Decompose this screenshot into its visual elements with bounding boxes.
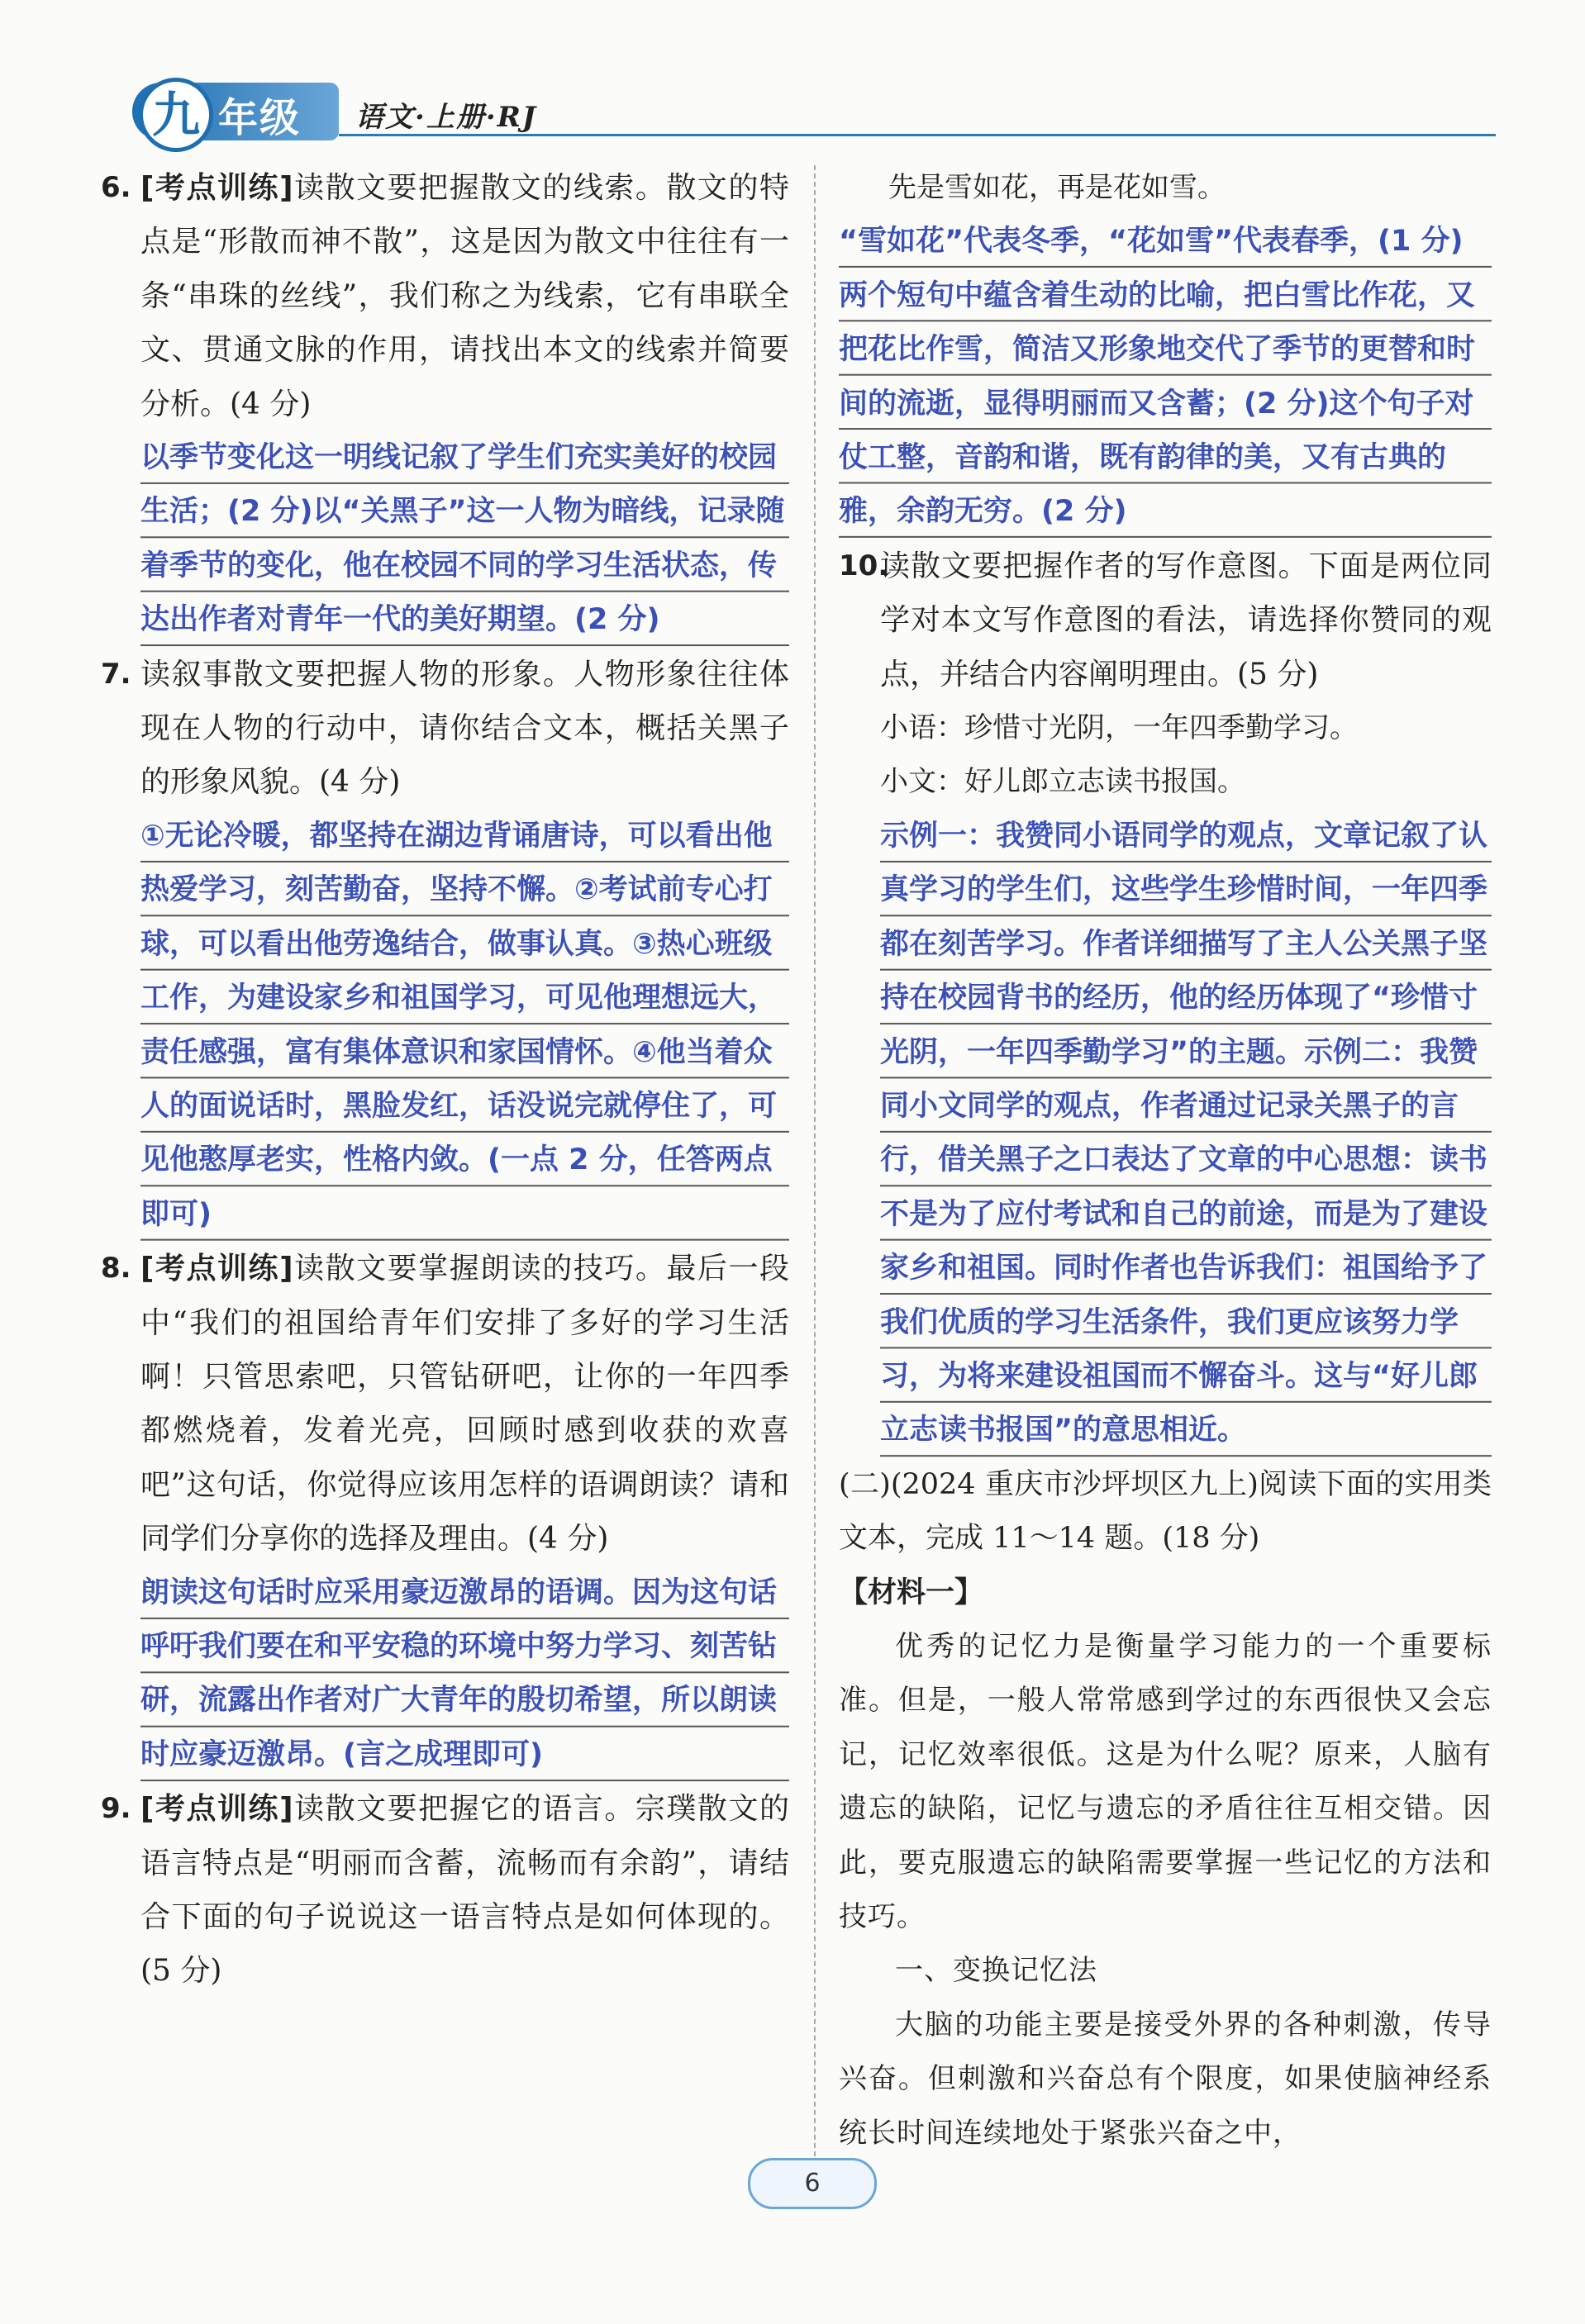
q9-answer-text: “雪如花”代表冬季，“花如雪”代表春季，(1 分)两个短句中蕴含着生动的比喻，把白雪比作花，又把花比作雪，简洁又形象地交代了季节的更替和时间的流逝，显得明丽而又含蓄；(2 分)这个句子对仗工整，音韵和谐，既有韵律的美，又有古典的雅，余韵无穷。(2 分) [839, 215, 1492, 539]
question-stem: 读散文要把握作者的写作意图。下面是两位同学对本文写作意图的看法，请选择你赞同的观点，并结合内容阐明理由。(5 分) [880, 549, 1492, 691]
question-tag: [考点训练] [140, 171, 293, 205]
opinion-xiaoyu: 小语：珍惜寸光阴，一年四季勤学习。 [880, 711, 1358, 745]
answer-text: 示例一：我赞同小语同学的观点，文章记叙了认真学习的学生们，这些学生珍惜时间，一年四季都在刻苦学习。作者详细描写了主人公关黑子坚持在校园背书的经历，他的经历体现了“珍惜寸光阴，一年四季勤学习”的主题。示例二：我赞同小文同学的观点，作者通过记录关黑子的言行，借关黑子之口表达了文章的中心思想：读书不是为了应付考试和自己的前途，而是为了建设家乡和祖国。同时作者也告诉我们：祖国给予了我们优质的学习生活条件，我们更应该努力学习，为将来建设祖国而不懈奋斗。这与“好儿郎立志读书报国”的意思相近。 [880, 810, 1492, 1458]
answer-text: 以季节变化这一明线记叙了学生们充实美好的校园生活；(2 分)以“关黑子”这一人物为暗线，记录随着季节的变化，他在校园不同的学习生活状态，传达出作者对青年一代的美好期望。(2 分) [140, 431, 789, 648]
column-divider [814, 165, 816, 2156]
answer-text: 朗读这句话时应采用豪迈激昂的语调。因为这句话呼吁我们要在和平安稳的环境中努力学习、刻苦钻研，流露出作者对广大青年的殷切希望，所以朗读时应豪迈激昂。(言之成理即可) [140, 1566, 789, 1783]
material-subheading: 一、变换记忆法 [895, 1954, 1097, 1988]
question-number: 6. [101, 171, 131, 204]
question-tag: [考点训练] [140, 1792, 293, 1827]
question-number: 9. [101, 1792, 131, 1826]
grade-number: 九 [139, 78, 213, 152]
question-stem: 读散文要把握它的语言。宗璞散文的语言特点是“明丽而含蓄，流畅而有余韵”，请结合下面的句子说说这一语言特点是如何体现的。(5 分) [140, 1792, 789, 1989]
question-8 [101, 1242, 789, 1782]
page-number: 6 [748, 2158, 877, 2209]
grade-badge [132, 83, 339, 143]
left-column [101, 161, 789, 1998]
question-stem: 读叙事散文要把握人物的形象。人物形象往往体现在人物的行动中，请你结合文本，概括关黑子的形象风貌。(4 分) [140, 657, 789, 800]
question-number: 7. [101, 657, 131, 691]
question-number: 8. [101, 1252, 131, 1286]
question-number: 10. [839, 549, 889, 582]
header-rule [339, 134, 1496, 136]
q9-quote: 先是雪如花，再是花如雪。 [888, 171, 1226, 204]
opinion-xiaowen: 小文：好儿郎立志读书报国。 [880, 765, 1245, 799]
right-column [839, 161, 1492, 2160]
page-header [132, 83, 1496, 149]
question-10 [839, 539, 1492, 1458]
question-stem: 读散文要把握散文的线索。散文的特点是“形散而神不散”，这是因为散文中往往有一条“串珠的丝线”，我们称之为线索，它有串联全文、贯通文脉的作用，请找出本文的线索并简要分析。(4 分) [140, 171, 789, 421]
subject-label: 语文·上册·RJ [355, 101, 538, 134]
grade-word: 年级 [218, 95, 302, 141]
material-paragraph: 优秀的记忆力是衡量学习能力的一个重要标准。但是，一般人常常感到学过的东西很快又会忘记，记忆效率很低。这是为什么呢？原来，人脑有遗忘的缺陷，记忆与遗忘的矛盾往往互相交错。因此，要克服遗忘的缺陷需要掌握一些记忆的方法和技巧。 [839, 1629, 1492, 1933]
material-paragraph: 大脑的功能主要是接受外界的各种刺激，传导兴奋。但刺激和兴奋总有个限度，如果使脑神经系统长时间连续地处于紧张兴奋之中， [839, 2008, 1492, 2150]
material-title: 【材料一】 [839, 1575, 984, 1609]
question-6 [101, 161, 789, 648]
question-stem: 读散文要掌握朗读的技巧。最后一段中“我们的祖国给青年们安排了多好的学习生活啊！只管思索吧，只管钻研吧，让你的一年四季都燃烧着，发着光亮，回顾时感到收获的欢喜吧”这句话，你觉得应该用怎样的语调朗读？请和同学们分享你的选择及理由。(4 分) [140, 1252, 789, 1556]
question-tag: [考点训练] [140, 1252, 293, 1286]
question-7 [101, 648, 789, 1242]
section-heading: (二)(2024 重庆市沙坪坝区九上)阅读下面的实用类文本，完成 11～14 题。(18 分) [839, 1467, 1492, 1556]
question-9 [101, 1782, 789, 1998]
answer-text: ①无论冷暖，都坚持在湖边背诵唐诗，可以看出他热爱学习，刻苦勤奋，坚持不懈。②考试前专心打球，可以看出他劳逸结合，做事认真。③热心班级工作，为建设家乡和祖国学习，可见他理想远大，责任感强，富有集体意识和家国情怀。④他当着众人的面说话时，黑脸发红，话没说完就停住了，可见他憨厚老实，性格内敛。(一点 2 分，任答两点即可) [140, 810, 789, 1242]
